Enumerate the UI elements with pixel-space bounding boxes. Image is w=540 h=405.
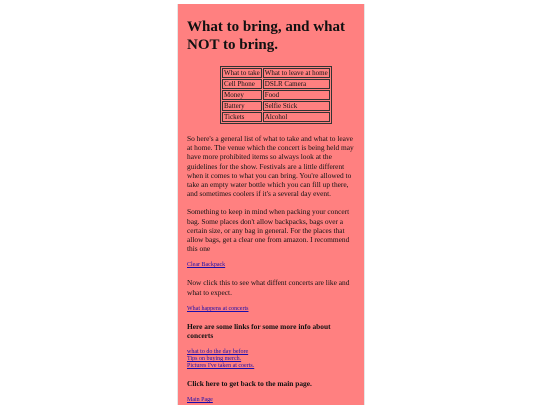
take-cell: Battery xyxy=(222,101,262,111)
leave-cell: Selfie Stick xyxy=(263,101,330,111)
concerts-paragraph: Now click this to see what diffent concerts are like and what to expect. xyxy=(187,278,350,297)
take-cell: Tickets xyxy=(222,112,262,122)
bag-paragraph: Something to keep in mind when packing your concert bag. Some places don't allow backpacks, bags over a certain size, or any bag in general. For the places that allow bags, get a clear one from amazon. I recommend this one xyxy=(187,207,350,254)
general-paragraph: So here's a general list of what to take and what to leave at home. The venue which the concert is being held may have more prohibited items so always look at the guidelines for the show. Festivals are a little different when it comes to what you can bring. You're allowed to take an empty water bottle which you can fill up there, and sometimes coolers if it's a several day event. xyxy=(187,134,354,199)
page-title: What to bring, and what NOT to bring. xyxy=(187,19,345,53)
clear-backpack-link[interactable]: Clear Backpack xyxy=(187,262,226,269)
header-take: What to take xyxy=(224,69,260,77)
main-page-heading: Click here to get back to the main page. xyxy=(187,379,312,389)
leave-cell: Food xyxy=(263,90,330,100)
table-row xyxy=(222,79,330,89)
table-row xyxy=(222,90,330,100)
clear-backpack-link-block xyxy=(187,262,356,269)
pictures-link[interactable]: Pictures I've taken at coerts. xyxy=(187,363,255,370)
more-info-links xyxy=(187,349,356,370)
leave-cell: DSLR Camera xyxy=(263,79,330,89)
table-wrapper xyxy=(187,66,356,124)
what-happens-link-block xyxy=(187,306,356,313)
header-leave: What to leave at home xyxy=(264,69,328,77)
table-row xyxy=(222,112,330,122)
content xyxy=(178,4,364,404)
packing-table xyxy=(220,66,332,124)
leave-cell: Alcohol xyxy=(263,112,330,122)
main-page-link-block xyxy=(187,397,356,404)
main-page-link[interactable]: Main Page xyxy=(187,397,213,404)
merch-tips-link[interactable]: Tips on buying merch. xyxy=(187,356,242,363)
page-container xyxy=(177,4,365,405)
table-header-row xyxy=(222,68,330,78)
take-cell: Cell Phone xyxy=(222,79,262,89)
table-row xyxy=(222,101,330,111)
take-cell: Money xyxy=(222,90,262,100)
day-before-link[interactable]: what to do the day before xyxy=(187,349,249,356)
more-info-heading: Here are some links for some more info about concerts xyxy=(187,321,331,341)
what-happens-link[interactable]: What happens at concerts xyxy=(187,305,249,312)
